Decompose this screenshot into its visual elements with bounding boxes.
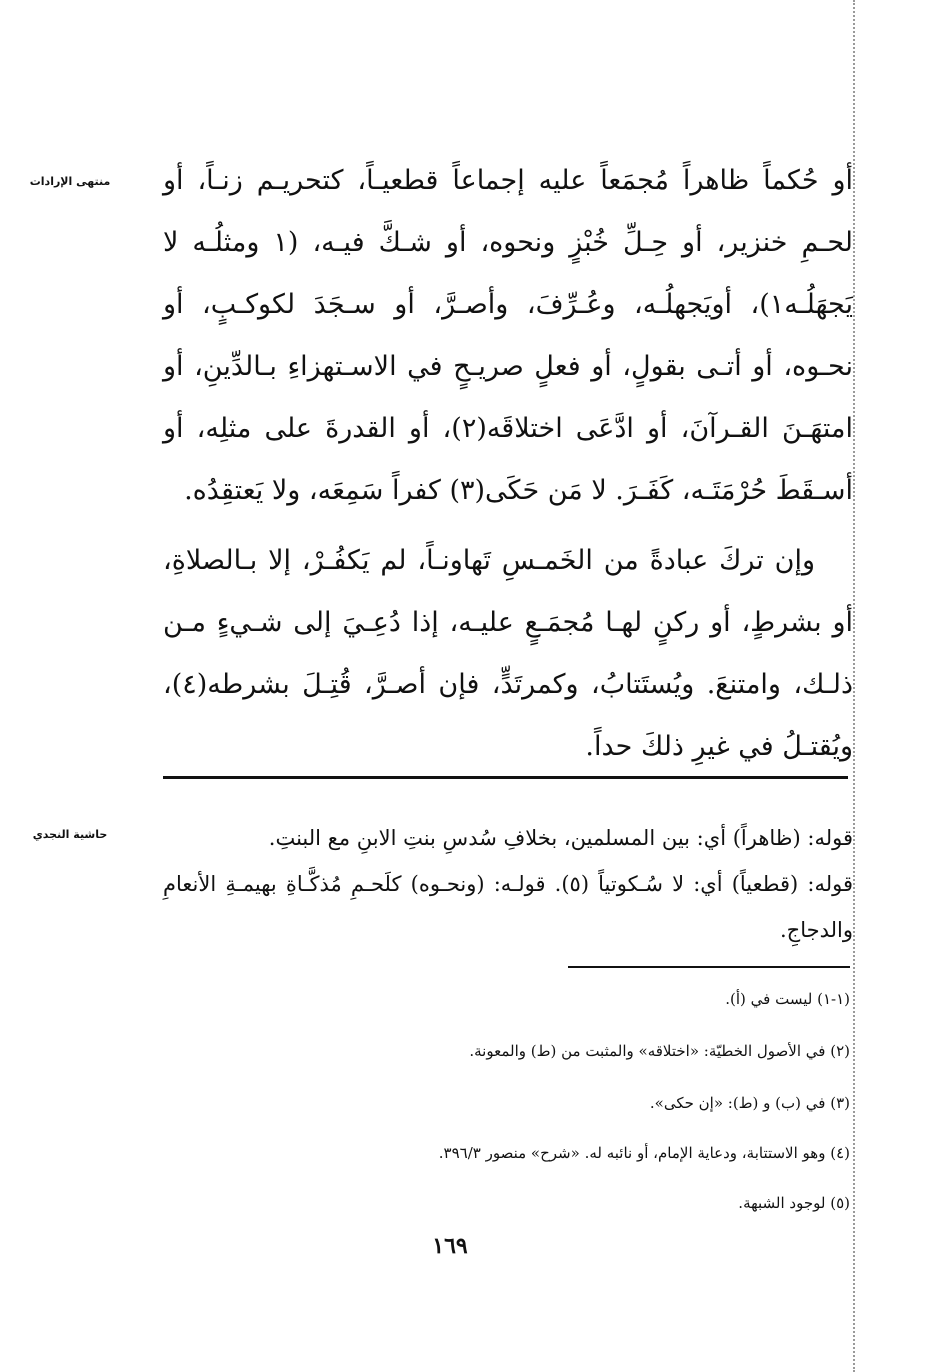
- hashiya-line-2: قوله: (قطعياً) أي: لا سُـكوتياً (٥). قولـه: (ونحـوه) كلَحـمِ مُذكَّـاةِ بهيمـةِ الأنعامِ والدجاجِ.: [163, 872, 853, 942]
- separator-rule: [163, 776, 848, 779]
- footnote-3: (٣) في (ب) و (ط): «إن حكى».: [649, 1094, 850, 1112]
- main-paragraph-1: أو حُكماً ظاهراً مُجمَعاً عليه إجماعاً قطعيـاً، كتحريـم زنـاً، أو لحـمِ خنزير، أو حِـلِّ خُبْزٍ ونحوه، أو شـكَّ فيـه، (١ ومثلُـه لا يَجهَلُـه١)، أويَجهلُـه، وعُـرِّفَ، وأصـرَّ، أو سـجَدَ لكوكـبٍ، أو نحـوه، أو أتـى بقولٍ، أو فعلٍ صريـحٍ في الاسـتهزاءِ بـالدِّينِ، أو امتهَـنَ القـرآنَ، أو ادَّعَى اختلاقَه(٢)، أو القدرةَ على مثلِه، أو أسـقَطَ حُرْمَتَـه، كَفَـرَ. لا مَن حَكَى(٣) كفراً سَمِعَه، ولا يَعتقِدُه.: [163, 165, 853, 506]
- footnote-rule: [568, 966, 850, 968]
- footnote-1: (١-١) ليست في (أ).: [725, 990, 850, 1008]
- footnote-5: (٥) لوجود الشبهة.: [738, 1194, 850, 1212]
- footnote-4: (٤) وهو الاستتابة، ودعاية الإمام، أو نائبه له. «شرح» منصور ٣٩٦/٣.: [438, 1144, 850, 1162]
- hashiya-line-1: قوله: (ظاهراً) أي: بين المسلمين، بخلافِ سُدسِ بنتِ الابنِ مع البنتِ.: [268, 826, 853, 850]
- main-paragraph-2: وإن تركَ عبادةً من الخَمـسِ تَهاونـاً، لم يَكفُـرْ، إلا بـالصلاةِ، أو بشرطٍ، أو ركنٍ لهـا مُجمَـعٍ عليـه، إذا دُعِـيَ إلى شـيءٍ مـن ذلـك، وامتنعَ. ويُستَتابُ، وكمرتَدٍّ، فإن أصـرَّ، قُتِـلَ بشرطه(٤)، ويُقتـلُ في غيرِ ذلكَ حداً.: [163, 545, 853, 762]
- page-number: ١٦٩: [432, 1233, 468, 1259]
- hashiya-label: حاشية النجدي: [32, 828, 108, 841]
- main-text: [163, 150, 853, 778]
- margin-dotted-line: [853, 0, 855, 1372]
- hashiya-section: [163, 815, 853, 953]
- footnote-2: (٢) في الأصول الخطيّة: «اختلاقه» والمثبت من (ط) والمعونة.: [469, 1042, 850, 1060]
- running-header: منتهى الإرادات: [29, 175, 111, 188]
